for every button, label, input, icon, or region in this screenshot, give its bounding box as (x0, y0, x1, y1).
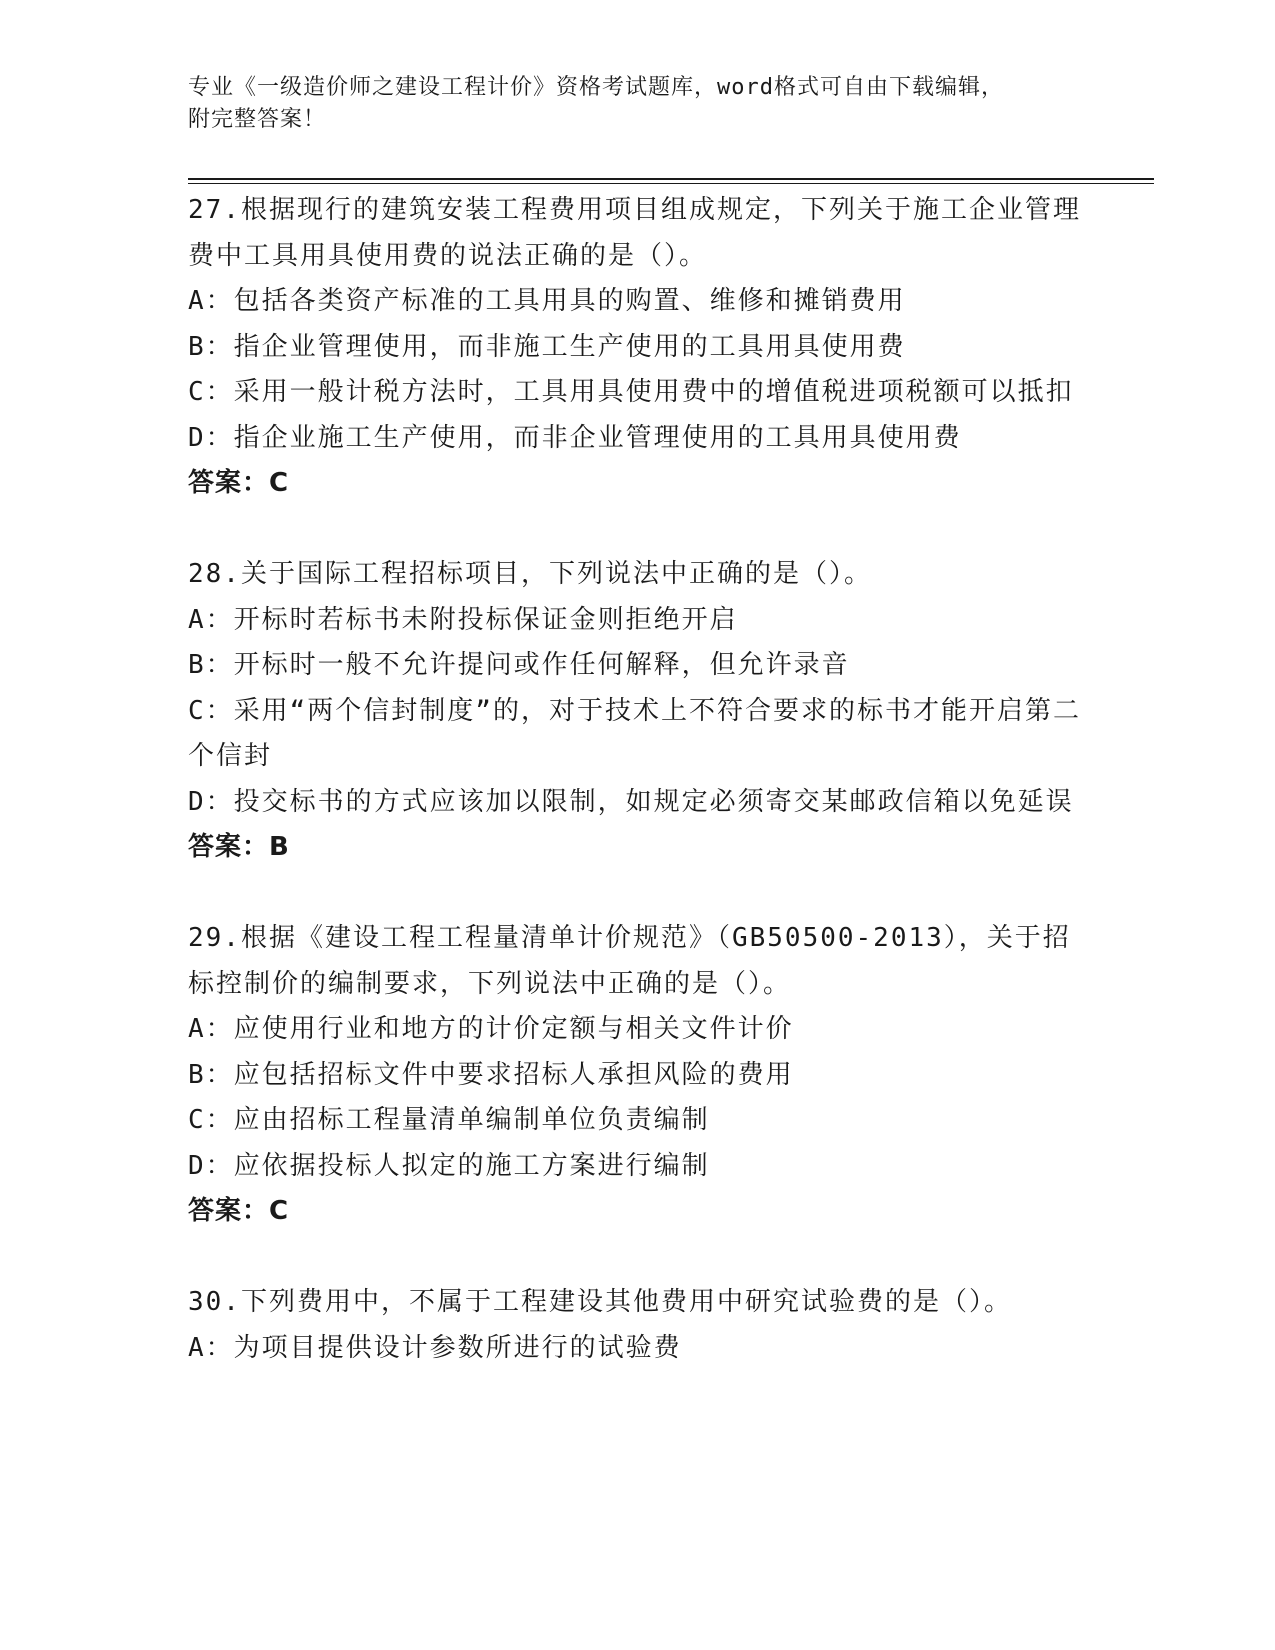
question-29 (188, 916, 1088, 1235)
option-c: C：应由招标工程量清单编制单位负责编制 (188, 1105, 710, 1135)
question-stem: 29.根据《建设工程工程量清单计价规范》（GB50500-2013），关于招标控制价的编制要求，下列说法中正确的是（）。 (188, 923, 1071, 999)
option-d: D：应依据投标人拟定的施工方案进行编制 (188, 1150, 710, 1181)
header-line: 专业《一级造价师之建设工程计价》资格考试题库，word格式可自由下载编辑， (188, 75, 1004, 100)
option-c: C：采用“两个信封制度”的，对于技术上不符合要求的标书才能开启第二个信封 (188, 695, 1081, 771)
answer-label: 答案：C (188, 1196, 290, 1226)
option-a: A：开标时若标书未附投标保证金则拒绝开启 (188, 604, 738, 635)
question-30 (188, 1280, 1088, 1371)
option-a: A：为项目提供设计参数所进行的试验费 (188, 1332, 682, 1363)
option-d: D：指企业施工生产使用，而非企业管理使用的工具用具使用费 (188, 422, 962, 453)
answer-label: 答案：B (188, 832, 290, 862)
option-b: B：指企业管理使用，而非施工生产使用的工具用具使用费 (188, 331, 906, 362)
answer-label: 答案：C (188, 468, 290, 498)
question-27 (188, 188, 1088, 507)
question-stem: 30.下列费用中，不属于工程建设其他费用中研究试验费的是（）。 (188, 1287, 1012, 1317)
option-a: A：包括各类资产标准的工具用具的购置、维修和摊销费用 (188, 286, 906, 316)
question-list (188, 188, 1088, 1371)
question-stem: 28.关于国际工程招标项目，下列说法中正确的是（）。 (188, 559, 872, 589)
option-c: C：采用一般计税方法时，工具用具使用费中的增值税进项税额可以抵扣 (188, 377, 1074, 407)
header-line: 附完整答案！ (188, 107, 327, 132)
question-stem: 27.根据现行的建筑安装工程费用项目组成规定，下列关于施工企业管理费中工具用具使用费的说法正确的是（）。 (188, 195, 1081, 271)
option-d: D：投交标书的方式应该加以限制，如规定必须寄交某邮政信箱以免延误 (188, 786, 1074, 817)
question-28 (188, 552, 1088, 871)
document-header (188, 72, 1088, 136)
header-divider (188, 178, 1154, 184)
option-b: B：应包括招标文件中要求招标人承担风险的费用 (188, 1059, 794, 1090)
option-a: A：应使用行业和地方的计价定额与相关文件计价 (188, 1014, 794, 1044)
option-b: B：开标时一般不允许提问或作任何解释，但允许录音 (188, 650, 850, 680)
